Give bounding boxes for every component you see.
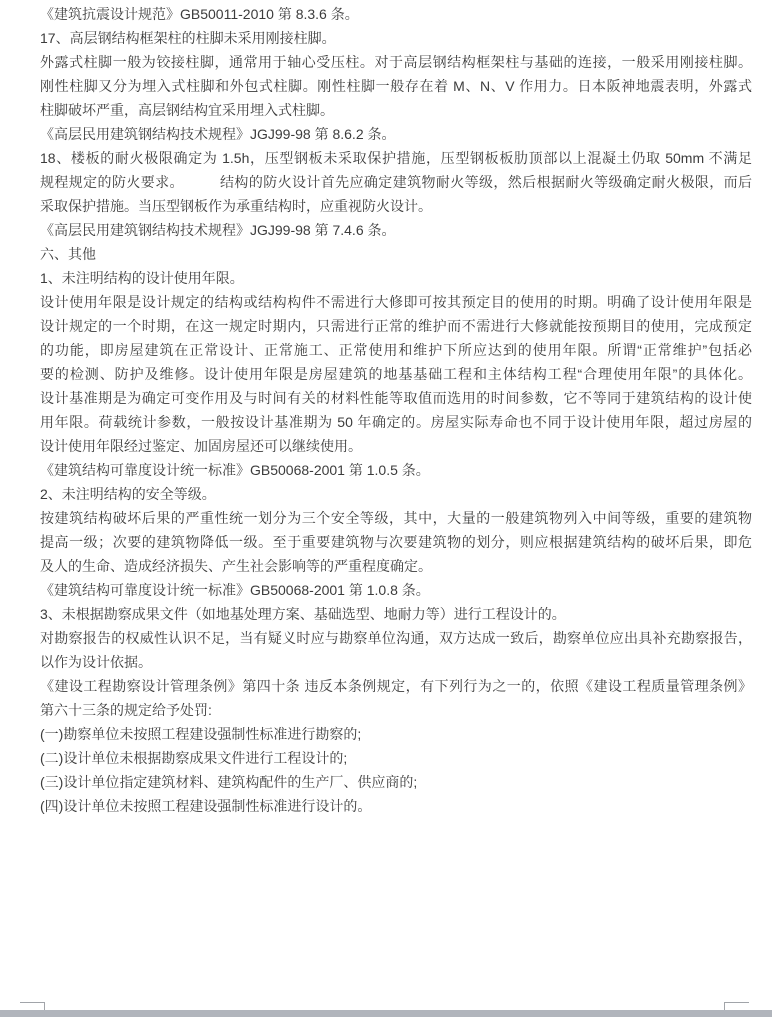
text-line: 及人的生命、造成经济损失、产生社会影响等的严重程度确定。 <box>40 558 432 574</box>
text-line: 设计使用年限经过鉴定、加固房屋还可以继续使用。 <box>40 438 362 454</box>
text-line: 规程规定的防火要求。 结构的防火设计首先应确定建筑物耐火等级，然后根据耐火等级确定耐火极限，而后 <box>40 174 752 190</box>
text-line: 按建筑结构破坏后果的严重性统一划分为三个安全等级，其中，大量的一般建筑物列入中间等级，重要的建筑物 <box>40 510 752 526</box>
text-line: 设计规定的一个时期，在这一规定时期内，只需进行正常的维护而不需进行大修就能按预期目的使用，完成预定 <box>40 318 752 334</box>
text-line: 《建筑结构可靠度设计统一标准》GB50068-2001 第 1.0.5 条。 <box>40 462 430 478</box>
text-line: 外露式柱脚一般为铰接柱脚，通常用于轴心受压柱。对于高层钢结构框架柱与基础的连接，一般采用刚接柱脚。 <box>40 54 752 70</box>
text-line: 《建筑抗震设计规范》GB50011-2010 第 8.3.6 条。 <box>40 6 359 22</box>
text-line: 设计使用年限是设计规定的结构或结构构件不需进行大修即可按其预定目的使用的时期。明确了设计使用年限是 <box>40 294 752 310</box>
text-line: 《建设工程勘察设计管理条例》第四十条 违反本条例规定，有下列行为之一的，依照《建设工程质量管理条例》 <box>40 678 752 694</box>
text-line: 2、未注明结构的安全等级。 <box>40 486 216 502</box>
text-line: 第六十三条的规定给予处罚: <box>40 702 212 718</box>
text-line: 刚性柱脚又分为埋入式柱脚和外包式柱脚。刚性柱脚一般存在着 M、N、V 作用力。日本阪神地震表明，外露式 <box>40 78 752 94</box>
text-line: 采取保护措施。当压型钢板作为承重结构时，应重视防火设计。 <box>40 198 432 214</box>
text-line: (一)勘察单位未按照工程建设强制性标准进行勘察的; <box>40 726 362 742</box>
text-line: (二)设计单位未根据勘察成果文件进行工程设计的; <box>40 750 348 766</box>
page-gap-bar <box>0 1010 772 1017</box>
text-line: 六、其他 <box>40 246 96 262</box>
text-line: (三)设计单位指定建筑材料、建筑构配件的生产厂、供应商的; <box>40 774 418 790</box>
text-line: 提高一级；次要的建筑物降低一级。至于重要建筑物与次要建筑物的划分，则应根据建筑结构的破坏后果，即危 <box>40 534 752 550</box>
text-line: 17、高层钢结构框架柱的柱脚未采用刚接柱脚。 <box>40 30 336 46</box>
text-line: 《高层民用建筑钢结构技术规程》JGJ99-98 第 8.6.2 条。 <box>40 126 396 142</box>
document-text-area[interactable] <box>40 2 752 818</box>
text-line: 18、楼板的耐火极限确定为 1.5h，压型钢板未采取保护措施，压型钢板板肋顶部以上混凝土仍取 50mm 不满足 <box>40 150 752 166</box>
text-line: 要的检测、防护及维修。设计使用年限是房屋建筑的地基基础工程和主体结构工程“合理使用年限”的具体化。 <box>40 366 752 382</box>
text-line: 柱脚破坏严重，高层钢结构宜采用埋入式柱脚。 <box>40 102 334 118</box>
text-line: 《高层民用建筑钢结构技术规程》JGJ99-98 第 7.4.6 条。 <box>40 222 396 238</box>
text-line: 以作为设计依据。 <box>40 654 152 670</box>
text-line: 对勘察报告的权威性认识不足，当有疑义时应与勘察单位沟通，双方达成一致后，勘察单位应出具补充勘察报告， <box>40 630 752 646</box>
text-line: 3、未根据勘察成果文件（如地基处理方案、基础选型、地耐力等）进行工程设计的。 <box>40 606 566 622</box>
text-line: 《建筑结构可靠度设计统一标准》GB50068-2001 第 1.0.8 条。 <box>40 582 430 598</box>
text-line: 用年限。荷载统计参数，一般按设计基准期为 50 年确定的。房屋实际寿命也不同于设计使用年限，超过房屋的 <box>40 414 752 430</box>
text-line: 1、未注明结构的设计使用年限。 <box>40 270 244 286</box>
text-line: 设计基准期是为确定可变作用及与时间有关的材料性能等取值而选用的时间参数，它不等同于建筑结构的设计使 <box>40 390 752 406</box>
text-line: (四)设计单位未按照工程建设强制性标准进行设计的。 <box>40 798 372 814</box>
text-line: 的功能，即房屋建筑在正常设计、正常施工、正常使用和维护下所应达到的使用年限。所谓“正常维护”包括必 <box>40 342 752 358</box>
